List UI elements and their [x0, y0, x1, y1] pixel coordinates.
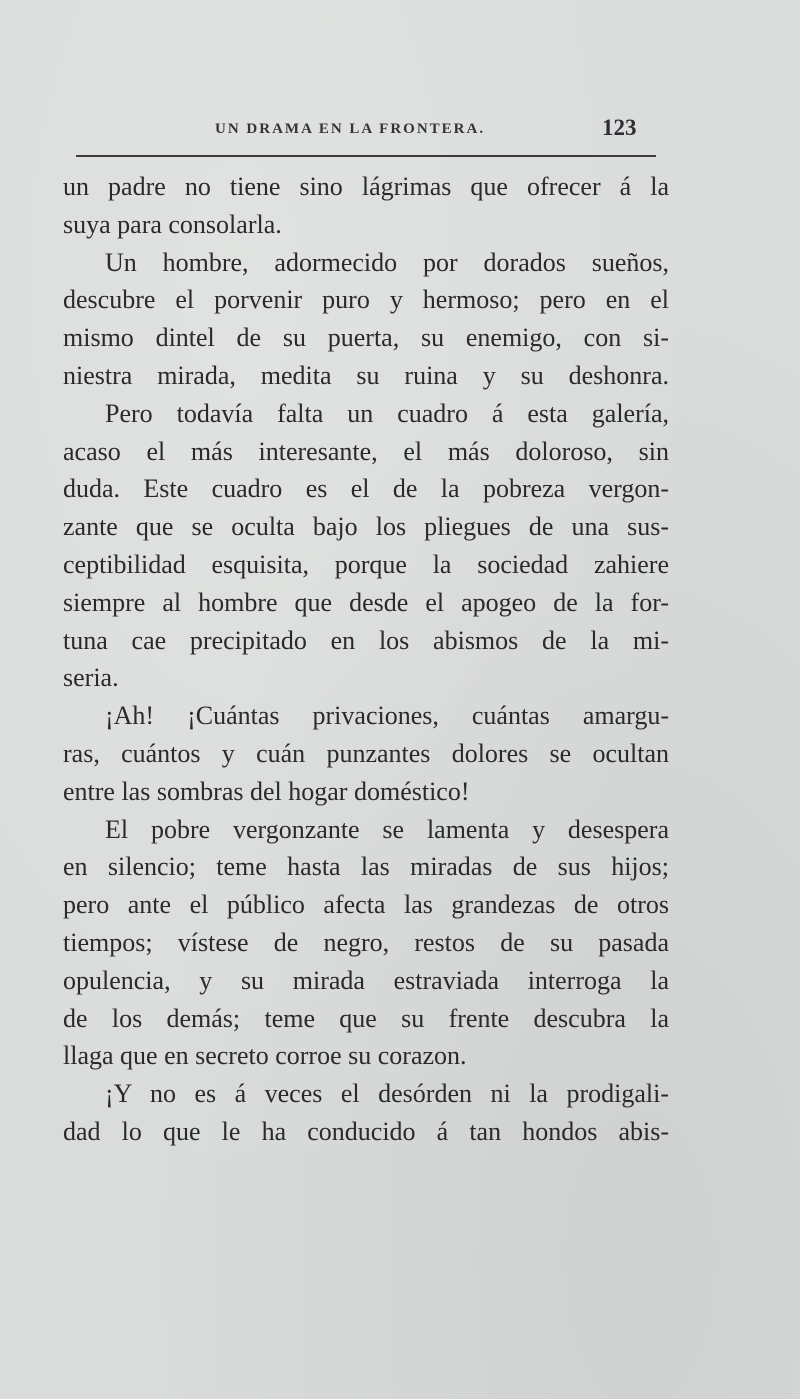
text-line: duda. Este cuadro es el de la pobreza vergon- [63, 474, 669, 504]
text-line: ras, cuántos y cuán punzantes dolores se ocultan [63, 738, 669, 768]
text-line: tuna cae precipitado en los abismos de la mi- [63, 625, 669, 655]
text-line: El pobre vergonzante se lamenta y desespera [105, 814, 669, 844]
text-line: entre las sombras del hogar doméstico! [63, 776, 470, 806]
text-line: zante que se oculta bajo los pliegues de una sus- [63, 512, 669, 542]
text-line: en silencio; teme hasta las miradas de sus hijos; [63, 852, 669, 882]
text-line: ¡Y no es á veces el desórden ni la prodigali- [105, 1079, 669, 1109]
body-text [63, 168, 669, 1151]
text-line: acaso el más interesante, el más doloroso, sin [63, 436, 669, 466]
text-line: mismo dintel de su puerta, su enemigo, con si- [63, 323, 669, 353]
header-rule [76, 155, 656, 157]
page-number: 123 [602, 115, 637, 140]
text-line: ¡Ah! ¡Cuántas privaciones, cuántas amargu- [105, 701, 669, 731]
text-line: siempre al hombre que desde el apogeo de la for- [63, 587, 669, 617]
text-line: Pero todavía falta un cuadro á esta galería, [105, 398, 669, 428]
text-line: tiempos; vístese de negro, restos de su pasada [63, 927, 669, 957]
text-line: dad lo que le ha conducido á tan hondos abis- [63, 1116, 669, 1146]
text-line: niestra mirada, medita su ruina y su deshonra. [63, 360, 669, 390]
text-line: de los demás; teme que su frente descubra la [63, 1003, 669, 1033]
text-line: Un hombre, adormecido por dorados sueños, [105, 247, 669, 277]
text-line: seria. [63, 663, 119, 693]
text-line: descubre el porvenir puro y hermoso; pero en el [63, 285, 669, 315]
text-line: pero ante el público afecta las grandezas de otros [63, 890, 669, 920]
text-line: un padre no tiene sino lágrimas que ofrecer á la [63, 172, 669, 201]
text-line: ceptibilidad esquisita, porque la sociedad zahiere [63, 549, 669, 579]
running-head: UN DRAMA EN LA FRONTERA. [215, 121, 486, 137]
text-line: suya para consolarla. [63, 209, 282, 239]
text-line: llaga que en secreto corroe su corazon. [63, 1041, 467, 1071]
text-line: opulencia, y su mirada estraviada interroga la [63, 965, 669, 995]
